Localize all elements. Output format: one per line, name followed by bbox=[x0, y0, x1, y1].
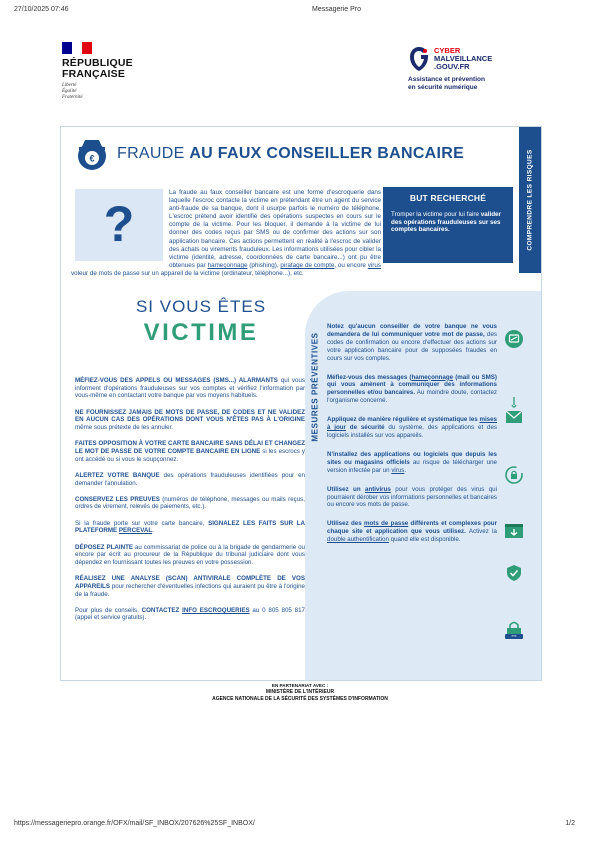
print-header bbox=[14, 6, 581, 13]
cybermalveillance-logo bbox=[408, 46, 528, 92]
victim-item-bold: CONTACTEZ bbox=[141, 606, 183, 614]
phishing-mail-icon bbox=[505, 397, 523, 427]
victim-item bbox=[75, 575, 305, 598]
intro-text-2: (phishing), bbox=[247, 261, 281, 269]
measure-text: pour vous protéger des virus qui pourraient dérober vos informations personnelles et bancaires ou encore vos mots de passe. bbox=[327, 485, 497, 509]
rf-name-line2: FRANÇAISE bbox=[62, 68, 126, 80]
victim-item-text: qui vous informent d'opérations frauduleuses sur vos comptes et vérifiez l'information par vous-même en contactant votre banque par vos moyens habituels. bbox=[75, 377, 306, 400]
victim-advice-list bbox=[75, 377, 305, 631]
victim-item-text: . bbox=[152, 527, 154, 535]
victim-item bbox=[75, 409, 305, 432]
link-hameconnage[interactable]: hameçonnage bbox=[207, 261, 248, 269]
intro-paragraph bbox=[71, 189, 381, 278]
victim-item bbox=[75, 520, 305, 535]
cyber-brand bbox=[434, 47, 492, 71]
victim-item bbox=[75, 607, 305, 622]
link-perceval[interactable]: PERCEVAL bbox=[118, 527, 153, 535]
victim-item-bold: FAITES OPPOSITION À VOTRE CARTE BANCAIRE SANS DÉLAI ET CHANGEZ LE MOT DE PASSE DE VOTRE COMPTE BANCAIRE EN LIGNE bbox=[75, 440, 305, 455]
victim-item bbox=[75, 496, 305, 511]
prevention-list bbox=[327, 323, 497, 555]
partners-label: EN PARTENARIAT AVEC : bbox=[271, 683, 329, 688]
partner-ministere: MINISTÈRE DE L'INTÉRIEUR bbox=[265, 689, 335, 696]
measure-bold: Appliquez de manière régulière et systématique les bbox=[327, 416, 480, 424]
link-info-escroqueries[interactable]: INFO ESCROQUERIES bbox=[182, 606, 250, 614]
measure-bold: Utilisez des bbox=[327, 520, 364, 528]
print-tab-title: Messagerie Pro bbox=[312, 6, 362, 13]
republique-francaise-logo bbox=[62, 42, 152, 101]
victime-heading bbox=[71, 297, 311, 347]
title-normal: FRAUDE bbox=[117, 145, 190, 162]
but-text: Tromper la victime pour lui faire bbox=[391, 211, 481, 218]
victim-item-text: même sous prétexte de les annuler. bbox=[75, 424, 174, 432]
link-virus-2[interactable]: virus bbox=[391, 466, 405, 474]
measure-text: du système, des applications et des logiciels installés sur vos appareils. bbox=[327, 424, 497, 439]
but-heading: BUT RECHERCHÉ bbox=[409, 193, 487, 203]
measure-item bbox=[327, 323, 497, 363]
victim-item-bold: RÉALISEZ UNE ANALYSE (SCAN) ANTIVIRALE COMPLÈTE DE VOS APPAREILS bbox=[75, 575, 305, 590]
victim-item bbox=[75, 544, 305, 567]
cyber-tagline bbox=[408, 76, 528, 92]
measure-bold: Méfiez-vous des messages ( bbox=[327, 373, 412, 381]
victim-item-bold: ALERTEZ VOTRE BANQUE bbox=[75, 471, 160, 479]
victime-line1: SI VOUS ÊTES bbox=[135, 297, 267, 316]
but-bold: valider des opérations frauduleuses sur ses comptes bancaires. bbox=[391, 211, 502, 234]
partners-block bbox=[150, 683, 450, 702]
measure-text: des codes de confirmation ou encore d'effectuer des actions sur votre application bancaire pour de supposées fraudes en cours sur vos comptes. bbox=[327, 330, 497, 362]
rf-motto bbox=[62, 83, 152, 101]
cyber-tagline-2: en sécurité numérique bbox=[408, 84, 478, 91]
measure-text: Au moindre doute, contactez l'organisme concerné. bbox=[327, 389, 497, 405]
rf-motto-3: Fraternité bbox=[62, 95, 83, 100]
victim-item-text: pour rechercher d'éventuelles infections qui auraient pu être à l'origine de la fraude. bbox=[75, 582, 305, 598]
measure-bold: de sécurité bbox=[345, 424, 385, 432]
link-mots-de-passe[interactable]: mots de passe bbox=[364, 520, 409, 528]
victim-item-text: au 0 805 805 817 (appel et service gratuits). bbox=[75, 606, 305, 622]
measure-end: quand elle est disponible. bbox=[388, 536, 461, 544]
poster-title-row bbox=[75, 137, 464, 171]
measure-bold: Notez qu'aucun conseiller de votre banque ne vous demandera de lui communiquer votre mot de passe, bbox=[327, 323, 497, 338]
cyber-brand-1: CYBER bbox=[434, 46, 461, 55]
hacker-euro-icon bbox=[75, 137, 109, 171]
victim-item-text: si les escrocs y ont accédé ou si vous le soupçonnez. bbox=[75, 447, 305, 463]
victim-item-text: au commissariat de police ou à la brigade de gendarmerie ou encore par écrit au procureur de la République du tribunal judiciaire dont vous dépendez en fournissant toutes les preuves en votre possession. bbox=[75, 543, 305, 566]
password-lock-icon bbox=[503, 619, 525, 641]
cyber-brand-3: .GOUV.FR bbox=[434, 62, 470, 71]
update-lock-icon bbox=[504, 465, 524, 485]
rf-motto-1: Liberté bbox=[62, 83, 77, 88]
phone-screen-icon bbox=[505, 330, 523, 348]
measure-item bbox=[327, 451, 497, 475]
link-double-authentification[interactable]: double authentification bbox=[327, 536, 389, 544]
victim-item-text: (numéros de téléphone, messages ou mails reçus, ordres de virement, relevés de paiements, etc.). bbox=[75, 495, 305, 511]
measure-bold: différents et complexes pour chaque site et application que vous utilisez. bbox=[327, 520, 497, 536]
victim-item-bold: SIGNALEZ LES FAITS SUR LA PLATEFORME bbox=[75, 519, 305, 535]
measure-bold: (mail ou SMS) qui vous amènent à communiquer des informations personnelles et/ou bancaires. bbox=[327, 373, 497, 397]
intro-text-4: voleur de mots de passe sur un appareil de la victime (ordinateur, téléphone...), etc. bbox=[71, 269, 304, 277]
print-page-number: 1/2 bbox=[565, 820, 575, 827]
mesures-label: MESURES PRÉVENTIVES bbox=[310, 332, 320, 442]
link-antivirus[interactable]: antivirus bbox=[365, 485, 391, 493]
measure-end: . bbox=[404, 466, 407, 474]
but-recherche-box bbox=[383, 187, 513, 263]
link-mises-a-jour[interactable]: mises à jour bbox=[327, 416, 497, 432]
measure-item bbox=[327, 520, 497, 544]
victime-line2: VICTIME bbox=[143, 319, 259, 346]
measure-text: Activez la bbox=[465, 528, 497, 536]
link-piratage[interactable]: piratage de compte bbox=[280, 261, 335, 269]
cyber-shield-icon bbox=[408, 46, 430, 72]
print-datetime: 27/10/2025 07:46 bbox=[14, 6, 69, 13]
mesures-tab bbox=[305, 317, 325, 457]
print-footer bbox=[14, 820, 575, 827]
print-url: https://messageriepro.orange.fr/OFX/mail/SF_INBOX/207626%25SF_INBOX/ bbox=[14, 820, 255, 827]
measure-item bbox=[327, 416, 497, 440]
link-hameconnage-2[interactable]: hameçonnage bbox=[411, 373, 454, 381]
victim-item bbox=[75, 377, 305, 400]
link-virus[interactable]: virus bbox=[367, 261, 381, 269]
victim-item-pre: Si la fraude porte sur votre carte bancaire, bbox=[75, 519, 209, 527]
intro-text-3: , ou encore bbox=[334, 261, 368, 269]
fraud-poster bbox=[60, 126, 542, 681]
marianne-flag-icon bbox=[62, 42, 92, 54]
title-bold: AU FAUX CONSEILLER BANCAIRE bbox=[189, 145, 465, 162]
cyber-tagline-1: Assistance et prévention bbox=[408, 76, 485, 83]
victim-item bbox=[75, 472, 305, 487]
measure-text: au risque de télécharger une version infectée par un bbox=[327, 458, 497, 474]
victim-item-text: des opérations frauduleuses identifiées pour en demander l'annulation. bbox=[75, 471, 305, 487]
victim-item-bold: NE FOURNISSEZ JAMAIS DE MOTS DE PASSE, DE CODES ET NE VALIDEZ EN AUCUN CAS DES OPÉRATIONS DONT VOUS N'ÊTES PAS À L'ORIGINE bbox=[75, 408, 305, 424]
svg-text:***: *** bbox=[511, 634, 517, 640]
svg-text:€: € bbox=[89, 153, 95, 164]
cyber-brand-2: MALVEILLANCE bbox=[434, 54, 493, 63]
rf-name-line1: RÉPUBLIQUE bbox=[62, 57, 133, 69]
download-app-icon bbox=[504, 521, 524, 541]
measure-bold: Utilisez un bbox=[327, 485, 366, 493]
measure-item bbox=[327, 374, 497, 406]
victim-item-pre: Pour plus de conseils, bbox=[75, 606, 142, 614]
page-title bbox=[117, 145, 464, 163]
but-body bbox=[391, 211, 505, 234]
side-tab-comprendre bbox=[519, 127, 541, 273]
partner-anssi: AGENCE NATIONALE DE LA SÉCURITÉ DES SYSTÈMES D'INFORMATION bbox=[212, 695, 388, 702]
antivirus-shield-icon bbox=[505, 564, 523, 582]
measure-bold: N'installez des applications ou logiciels que depuis les sites ou magasins officiels bbox=[327, 450, 497, 466]
question-mark-icon: ? bbox=[103, 195, 135, 252]
intro-text-1: La fraude au faux conseiller bancaire est une forme d'escroquerie dans laquelle l'escroc contacte la victime en prétendant être un agent du service anti-fraude de sa banque, dont il usurpe parfois le numéro de téléphone. L'escroc prétend avoir identifié des opérations suspectes en cours sur le compte de la victime. Pour les bloquer, il demande à la victime de lui donner des codes reçus par SMS ou de confirmer des actions sur son application bancaire. Ces actions permettent en réalité à l'escroc de valider des achats ou virements frauduleux. Les informations utilisées pour cibler la victime (identité, adresse, coordonnées de carte bancaire...) ont pu être obtenues par bbox=[169, 189, 381, 269]
measure-item bbox=[327, 486, 497, 510]
victim-item-bold: MÉFIEZ-VOUS DES APPELS OU MESSAGES (SMS...) ALARMANTS bbox=[75, 377, 278, 384]
victim-item bbox=[75, 440, 305, 463]
victim-item-bold: CONSERVEZ LES PREUVES bbox=[75, 495, 160, 503]
side-tab-label: COMPRENDRE LES RISQUES bbox=[526, 149, 534, 251]
rf-motto-2: Égalité bbox=[62, 89, 77, 94]
victim-item-bold: DÉPOSEZ PLAINTE bbox=[75, 543, 133, 551]
